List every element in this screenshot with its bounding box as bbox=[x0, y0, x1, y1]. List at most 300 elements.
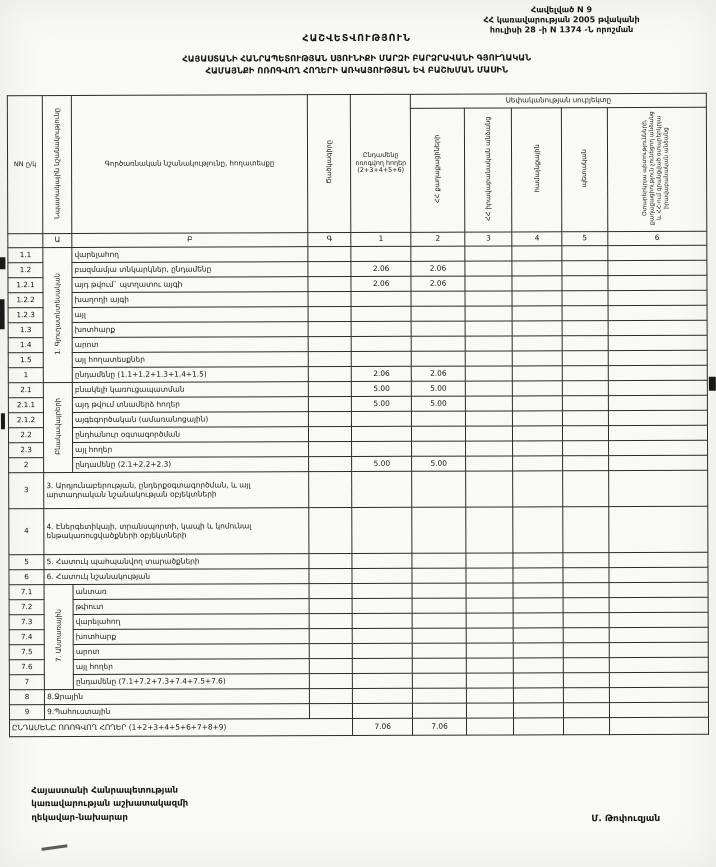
section-label bbox=[43, 382, 72, 472]
value-cell bbox=[608, 455, 707, 470]
header-owner bbox=[411, 108, 465, 232]
code-cell bbox=[309, 599, 352, 614]
value-cell bbox=[563, 583, 609, 598]
row-label: ԸՆԴԱՄԵՆԸ ՈՌՈԳՎՈՂ ՀՈՂԵՐ (1+2+3+4+5+6+7+8+9) bbox=[9, 719, 352, 737]
header-code bbox=[307, 95, 351, 233]
header-owner bbox=[512, 108, 562, 232]
value-cell bbox=[563, 613, 609, 628]
value-cell bbox=[514, 658, 564, 673]
row-number: 9 bbox=[9, 705, 44, 720]
row-label: վարելահող bbox=[73, 614, 309, 630]
scan-artifact bbox=[0, 257, 5, 269]
value-cell bbox=[512, 261, 562, 276]
value-cell bbox=[514, 598, 564, 613]
value-cell bbox=[465, 321, 513, 336]
value-cell bbox=[513, 321, 563, 336]
value-cell bbox=[609, 552, 708, 567]
report-heading: ՀԱՇՎԵՏՎՈՒԹՅՈՒՆ bbox=[302, 32, 411, 45]
value-cell bbox=[607, 245, 706, 260]
value-cell bbox=[351, 336, 411, 351]
report-title bbox=[0, 51, 715, 78]
value-cell bbox=[609, 582, 708, 597]
value-cell bbox=[412, 643, 466, 658]
row-label: այլ հողեր bbox=[73, 442, 309, 458]
value-cell bbox=[514, 583, 564, 598]
value-cell bbox=[466, 613, 514, 628]
value-cell bbox=[465, 441, 513, 456]
header-owner bbox=[607, 107, 707, 231]
value-cell bbox=[411, 306, 465, 321]
report-title-line: ՀԱՄԱՅՆՔԻ ՈՌՈԳՎՈՂ ՀՈՂԵՐԻ ԱՌԿԱՅՈՒԹՅԱՆ ԵՎ ԲԱՇԽՄԱՆ ՄԱՍԻՆ bbox=[205, 64, 508, 76]
value-cell: 5.00 bbox=[412, 456, 466, 471]
value-cell bbox=[608, 320, 707, 335]
value-cell bbox=[562, 261, 608, 276]
value-cell bbox=[563, 471, 609, 507]
value-cell bbox=[412, 441, 466, 456]
value-cell bbox=[609, 642, 708, 657]
row-label: բնակելի կառուցապատման bbox=[72, 382, 308, 398]
value-cell bbox=[563, 673, 609, 688]
code-cell bbox=[309, 554, 352, 569]
value-cell bbox=[351, 246, 411, 261]
value-cell bbox=[412, 471, 466, 507]
row-number: 3 bbox=[9, 473, 44, 509]
row-number: 1.3 bbox=[8, 323, 43, 338]
code-cell bbox=[309, 704, 352, 719]
code-cell bbox=[308, 277, 351, 292]
letter-cell: 5 bbox=[562, 232, 608, 246]
value-cell bbox=[563, 568, 609, 583]
annex-line: ՀՀ կառավարության 2005 թվականի bbox=[483, 15, 640, 25]
value-cell bbox=[513, 411, 563, 426]
value-cell bbox=[466, 688, 514, 703]
value-cell bbox=[465, 336, 513, 351]
value-cell bbox=[513, 507, 563, 553]
value-cell bbox=[563, 507, 609, 553]
value-cell bbox=[513, 396, 563, 411]
value-cell bbox=[466, 507, 514, 553]
row-label: վարելահող bbox=[72, 247, 308, 263]
value-cell bbox=[562, 396, 608, 411]
section-label bbox=[43, 247, 72, 382]
value-cell bbox=[513, 456, 563, 471]
header-owner-label: պետական bbox=[580, 149, 589, 188]
row-label: ընդամենը (2.1+2.2+2.3) bbox=[73, 457, 309, 473]
value-cell: 2.06 bbox=[351, 261, 411, 276]
value-cell bbox=[562, 276, 608, 291]
value-cell bbox=[466, 643, 514, 658]
value-cell bbox=[607, 260, 706, 275]
value-cell bbox=[513, 381, 563, 396]
row-label: 4. Էներգետիկայի, տրանսպորտի, կապի և կոմունալ ենթակառուցվածքների օբյեկտների bbox=[44, 508, 309, 555]
value-cell bbox=[412, 507, 466, 553]
code-cell bbox=[308, 247, 351, 262]
code-cell bbox=[308, 337, 351, 352]
value-cell bbox=[411, 351, 465, 366]
value-cell bbox=[465, 261, 513, 276]
code-cell bbox=[308, 292, 351, 307]
row-number: 1.1 bbox=[8, 248, 43, 263]
value-cell bbox=[412, 598, 466, 613]
value-cell bbox=[608, 365, 707, 380]
value-cell bbox=[563, 598, 609, 613]
value-cell: 2.06 bbox=[351, 276, 411, 291]
row-number: 7.5 bbox=[9, 645, 44, 660]
value-cell bbox=[512, 276, 562, 291]
value-cell bbox=[514, 628, 564, 643]
header-purpose-label: Նպատակային նշանակությունը bbox=[52, 107, 62, 219]
value-cell bbox=[608, 395, 707, 410]
letter-cell: 6 bbox=[607, 231, 706, 245]
code-cell bbox=[308, 472, 352, 508]
code-cell bbox=[309, 508, 353, 554]
code-cell bbox=[308, 442, 351, 457]
value-cell bbox=[563, 688, 609, 703]
value-cell bbox=[411, 336, 465, 351]
header-ownership-group: Սեփականության սուբյեկտը bbox=[411, 93, 707, 108]
value-cell: 5.00 bbox=[352, 396, 412, 411]
value-cell bbox=[512, 291, 562, 306]
value-cell bbox=[465, 411, 513, 426]
code-cell bbox=[309, 689, 352, 704]
value-cell bbox=[466, 553, 514, 568]
value-cell bbox=[513, 553, 563, 568]
row-number: 2.1 bbox=[8, 383, 43, 398]
code-cell bbox=[308, 262, 351, 277]
value-cell bbox=[465, 306, 513, 321]
value-cell bbox=[466, 456, 514, 471]
header-owner-label: ՀՀ իրավաբանական անձանց bbox=[483, 116, 493, 221]
value-cell bbox=[513, 426, 563, 441]
section-label bbox=[44, 584, 73, 689]
code-cell bbox=[308, 352, 351, 367]
row-number: 5 bbox=[9, 555, 44, 570]
value-cell bbox=[413, 673, 467, 688]
section-label-text: Բնակավայրերի bbox=[53, 397, 62, 455]
annex-line: հուլիսի 28 -ի N 1374 -Ն որոշման bbox=[489, 25, 634, 35]
row-label: ընդհանուր օգտագործման bbox=[73, 427, 309, 443]
row-label: այդ թվում տնամերձ հողեր bbox=[72, 397, 308, 413]
value-cell bbox=[411, 291, 465, 306]
value-cell bbox=[563, 628, 609, 643]
value-cell: 7.06 bbox=[413, 718, 467, 735]
row-label: 5. Հատուկ պահպանվող տարածքների bbox=[44, 554, 309, 570]
row-label: խոտհարք bbox=[73, 629, 309, 645]
value-cell bbox=[609, 597, 708, 612]
value-cell bbox=[563, 643, 609, 658]
value-cell bbox=[351, 351, 411, 366]
row-number: 1.2 bbox=[8, 263, 43, 278]
code-cell bbox=[308, 412, 351, 427]
value-cell bbox=[353, 703, 413, 718]
row-label: 6. Հատուկ նշանակության bbox=[44, 569, 309, 585]
value-cell: 5.00 bbox=[412, 396, 466, 411]
row-label: անտառ bbox=[73, 584, 309, 600]
value-cell bbox=[513, 336, 563, 351]
value-cell bbox=[351, 306, 411, 321]
code-cell bbox=[308, 382, 351, 397]
annex-line: Հավելված N 9 bbox=[530, 5, 593, 15]
row-label: խոտհարք bbox=[72, 322, 308, 338]
value-cell bbox=[351, 321, 411, 336]
row-label: 9.Պահուստային bbox=[45, 704, 310, 720]
header-owner bbox=[561, 108, 607, 232]
row-number: 6 bbox=[9, 570, 44, 585]
value-cell bbox=[609, 672, 708, 687]
code-cell bbox=[308, 367, 351, 382]
row-label: խաղողի այգի bbox=[72, 292, 308, 308]
row-number: 1.2.2 bbox=[8, 293, 43, 308]
header-owner-label: ՀՀ քաղաքացիների bbox=[433, 134, 442, 204]
header-owner bbox=[464, 108, 512, 232]
value-cell bbox=[466, 703, 514, 718]
row-label: 8.Ջրային bbox=[45, 689, 310, 705]
row-number: 4 bbox=[9, 509, 44, 555]
value-cell bbox=[608, 275, 707, 290]
value-cell: 2.06 bbox=[411, 261, 465, 276]
row-label: 3. Արդյունաբերության, ընդերքօգտագործման, և այլ արտադրական նշանակության օբյեկտների bbox=[44, 472, 309, 509]
code-cell bbox=[308, 307, 351, 322]
code-cell bbox=[309, 659, 352, 674]
value-cell bbox=[563, 553, 609, 568]
value-cell bbox=[562, 291, 608, 306]
table-row bbox=[9, 506, 708, 554]
footer-office-line: Հայաստանի Հանրապետության bbox=[31, 785, 179, 797]
value-cell: 5.00 bbox=[412, 381, 466, 396]
row-number: 1.4 bbox=[8, 338, 43, 353]
row-label: արոտ bbox=[72, 337, 308, 353]
value-cell bbox=[352, 628, 412, 643]
report-table bbox=[7, 93, 709, 737]
value-cell bbox=[514, 643, 564, 658]
value-cell bbox=[563, 658, 609, 673]
value-cell bbox=[563, 411, 609, 426]
value-cell bbox=[351, 291, 411, 306]
row-label: ընդամենը (1.1+1.2+1.3+1.4+1.5) bbox=[72, 367, 308, 383]
value-cell bbox=[352, 411, 412, 426]
value-cell bbox=[412, 411, 466, 426]
value-cell bbox=[609, 717, 708, 734]
value-cell bbox=[514, 688, 564, 703]
report-table-body bbox=[8, 245, 709, 736]
row-number: 1 bbox=[8, 368, 43, 383]
value-cell bbox=[465, 381, 513, 396]
row-label: ընդամենը (7.1+7.2+7.3+7.4+7.5+7.6) bbox=[73, 674, 309, 690]
value-cell bbox=[564, 718, 610, 735]
letter-cell: 1 bbox=[351, 232, 411, 246]
section-label-text: 1. Գյուղատնտեսական bbox=[53, 272, 62, 355]
value-cell bbox=[352, 553, 412, 568]
value-cell: 5.00 bbox=[352, 456, 412, 471]
row-number: 7.6 bbox=[9, 660, 44, 675]
value-cell bbox=[352, 613, 412, 628]
value-cell bbox=[562, 381, 608, 396]
value-cell bbox=[562, 336, 608, 351]
code-cell bbox=[309, 644, 352, 659]
row-number: 7 bbox=[9, 675, 44, 690]
value-cell bbox=[608, 470, 708, 506]
value-cell bbox=[514, 673, 564, 688]
row-number: 1.5 bbox=[8, 353, 43, 368]
scan-artifact bbox=[709, 377, 716, 391]
header-description: Գործառնական նշանակությունը, հողատեսքը bbox=[71, 95, 307, 234]
value-cell: 2.06 bbox=[352, 366, 412, 381]
header-owner-label: համայնքային bbox=[532, 144, 541, 193]
value-cell bbox=[465, 351, 513, 366]
value-cell bbox=[609, 657, 708, 672]
value-cell bbox=[564, 703, 610, 718]
value-cell bbox=[465, 291, 513, 306]
value-cell bbox=[609, 612, 708, 627]
value-cell bbox=[608, 506, 708, 552]
scan-artifact bbox=[41, 844, 67, 851]
value-cell bbox=[465, 396, 513, 411]
value-cell bbox=[466, 658, 514, 673]
value-cell bbox=[512, 246, 562, 261]
row-number: 2.1.1 bbox=[8, 398, 43, 413]
value-cell bbox=[465, 426, 513, 441]
value-cell bbox=[466, 583, 514, 598]
header-nn: NN ը/կ bbox=[7, 96, 43, 234]
value-cell bbox=[513, 306, 563, 321]
code-cell bbox=[309, 674, 352, 689]
value-cell bbox=[514, 613, 564, 628]
code-cell bbox=[308, 457, 351, 472]
footer bbox=[31, 783, 687, 825]
value-cell bbox=[412, 426, 466, 441]
value-cell bbox=[412, 658, 466, 673]
value-cell bbox=[412, 628, 466, 643]
row-number: 7.4 bbox=[9, 630, 44, 645]
row-number: 1.2.3 bbox=[8, 308, 43, 323]
row-label: այլ հողեր bbox=[73, 659, 309, 675]
value-cell bbox=[513, 366, 563, 381]
row-label: այլ bbox=[72, 307, 308, 323]
row-label: այլ հողատեսքներ bbox=[72, 352, 308, 368]
header-code-label: Ծածկագիրը bbox=[324, 140, 334, 185]
value-cell bbox=[352, 426, 412, 441]
value-cell bbox=[465, 366, 513, 381]
code-cell bbox=[308, 427, 351, 442]
code-cell bbox=[309, 614, 352, 629]
value-cell bbox=[466, 673, 514, 688]
value-cell bbox=[608, 410, 707, 425]
value-cell bbox=[352, 507, 412, 553]
value-cell bbox=[411, 321, 465, 336]
value-cell: 7.06 bbox=[353, 718, 413, 735]
letter-cell: Գ bbox=[308, 233, 351, 247]
value-cell bbox=[609, 702, 708, 717]
row-label: արոտ bbox=[73, 644, 309, 660]
code-cell bbox=[309, 569, 352, 584]
value-cell bbox=[608, 305, 707, 320]
value-cell bbox=[562, 366, 608, 381]
value-cell bbox=[353, 658, 413, 673]
value-cell bbox=[352, 568, 412, 583]
letter-cell: 3 bbox=[465, 232, 513, 246]
row-number: 2.2 bbox=[8, 428, 43, 443]
table-header bbox=[7, 93, 707, 247]
value-cell bbox=[562, 246, 608, 261]
value-cell bbox=[563, 441, 609, 456]
row-label: բազմամյա տնկարկներ, ընդամենը bbox=[72, 262, 308, 278]
value-cell bbox=[466, 568, 514, 583]
value-cell bbox=[514, 703, 564, 718]
value-cell bbox=[562, 321, 608, 336]
code-cell bbox=[309, 584, 352, 599]
row-label: թփուտ bbox=[73, 599, 309, 615]
row-label: այդ թվում` պտղատու այգի bbox=[72, 277, 308, 293]
value-cell bbox=[609, 627, 708, 642]
value-cell bbox=[608, 440, 707, 455]
footer-office-line: ղեկավար-նախարար bbox=[31, 812, 128, 823]
table-row bbox=[9, 470, 708, 508]
value-cell bbox=[513, 568, 563, 583]
row-number: 7.1 bbox=[9, 585, 44, 600]
value-cell bbox=[352, 643, 412, 658]
header-total-irrigated: Ընդամենը ոռոգվող հողեր (2+3+4+5+6) bbox=[351, 94, 411, 232]
value-cell bbox=[411, 246, 465, 261]
value-cell bbox=[514, 718, 564, 735]
value-cell bbox=[608, 290, 707, 305]
row-number: 1.2.1 bbox=[8, 278, 43, 293]
row-number: 2.3 bbox=[9, 443, 44, 458]
value-cell bbox=[352, 471, 412, 507]
value-cell bbox=[466, 471, 514, 507]
value-cell bbox=[513, 441, 563, 456]
value-cell bbox=[608, 380, 707, 395]
value-cell bbox=[608, 350, 707, 365]
value-cell bbox=[352, 583, 412, 598]
signature-name: Մ. Թոփուզյան bbox=[591, 813, 661, 825]
value-cell bbox=[353, 673, 413, 688]
report-title-line: ՀԱՅԱՍՏԱՆԻ ՀԱՆՐԱՊԵՏՈՒԹՅԱՆ ՍՅՈՒՆԻՔԻ ՄԱՐԶԻ ԲԱՐՁՐԱՎԱՆԻ ԳՅՈՒՂԱԿԱՆ bbox=[182, 52, 532, 64]
code-cell bbox=[308, 322, 351, 337]
row-number: 7.2 bbox=[9, 600, 44, 615]
value-cell: 2.06 bbox=[411, 276, 465, 291]
letter-cell: 4 bbox=[512, 232, 562, 246]
value-cell bbox=[466, 598, 514, 613]
table-row bbox=[9, 717, 708, 736]
section-label-text: 7. Անտառային bbox=[54, 609, 63, 663]
value-cell bbox=[412, 613, 466, 628]
value-cell bbox=[413, 703, 467, 718]
letter-cell: 2 bbox=[411, 232, 465, 246]
value-cell bbox=[352, 598, 412, 613]
scan-artifact bbox=[0, 299, 5, 329]
value-cell bbox=[466, 628, 514, 643]
row-number: 2.1.2 bbox=[8, 413, 43, 428]
value-cell bbox=[466, 718, 514, 735]
letter-cell: Ա bbox=[43, 233, 72, 247]
code-cell bbox=[309, 629, 352, 644]
value-cell bbox=[465, 276, 513, 291]
value-cell bbox=[465, 246, 513, 261]
row-number: 8 bbox=[9, 690, 44, 705]
row-label: այգեգործական (ամառանոցային) bbox=[73, 412, 309, 428]
scan-artifact bbox=[1, 413, 5, 429]
value-cell bbox=[412, 568, 466, 583]
value-cell: 5.00 bbox=[352, 381, 412, 396]
value-cell bbox=[353, 688, 413, 703]
value-cell bbox=[413, 688, 467, 703]
code-cell bbox=[308, 397, 351, 412]
value-cell bbox=[608, 425, 707, 440]
value-cell bbox=[562, 351, 608, 366]
value-cell: 2.06 bbox=[411, 366, 465, 381]
header-owner-label: Օտարերկրյա պետությունների, քաղաքացիություն չունեցող անձանց և ՀՀ-ում գրանցված օտարերկրյա իրավաբանական անձանց bbox=[642, 111, 671, 226]
value-cell bbox=[609, 687, 708, 702]
